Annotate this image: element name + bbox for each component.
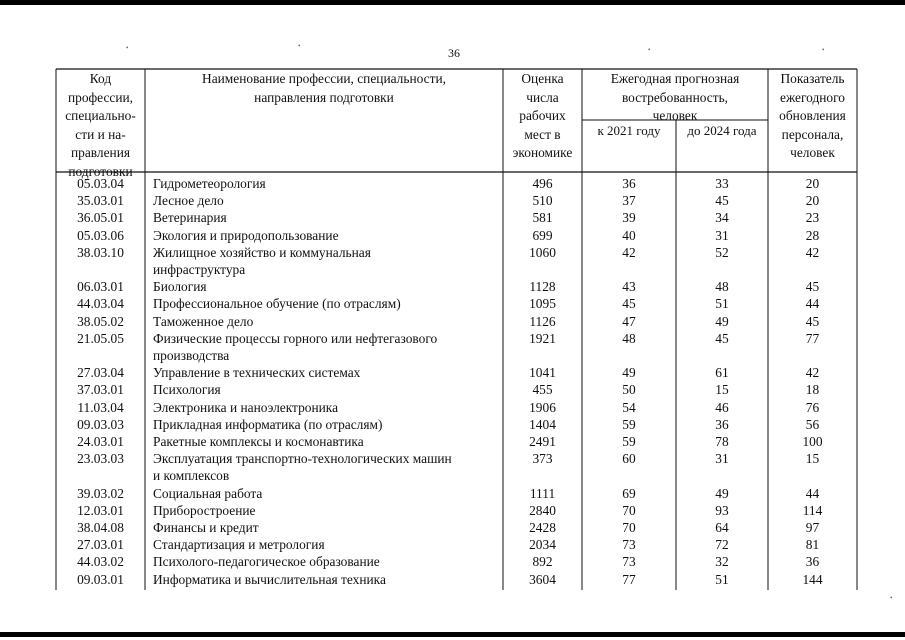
cell-renewal: 18	[805, 382, 820, 398]
cell-demand-2024: 31	[715, 227, 729, 243]
cell-renewal: 44	[805, 485, 820, 501]
cell-demand-2024: 45	[715, 330, 729, 346]
header-name-line: направления подготовки	[254, 89, 394, 105]
cell-demand-2024: 33	[715, 176, 729, 191]
cell-name-line: Психология	[153, 382, 221, 398]
cell-name	[153, 227, 503, 244]
cell-demand-2024: 51	[715, 296, 729, 312]
scan-speck: •	[822, 46, 825, 54]
header-renewal-line: Показатель	[780, 71, 845, 86]
cell-demand-2021: 40	[622, 227, 636, 243]
cell-name-line: Прикладная информатика (по отраслям)	[153, 416, 383, 432]
cell-jobs: 1060	[529, 244, 556, 260]
cell-name	[153, 313, 503, 330]
cell-jobs: 581	[532, 210, 553, 226]
cell-renewal: 45	[805, 279, 820, 295]
cell-jobs: 455	[532, 382, 553, 398]
header-jobs-line: Оценка	[521, 71, 564, 86]
cell-code: 38.03.10	[77, 244, 124, 260]
cell-demand-2024: 46	[715, 399, 729, 415]
cell-demand-2024: 48	[715, 279, 729, 295]
cell-name	[153, 175, 503, 192]
cell-name	[153, 553, 503, 570]
cell-renewal: 20	[805, 193, 820, 209]
header-jobs-line: мест в	[524, 126, 561, 142]
cell-demand-2021: 45	[622, 296, 636, 312]
cell-demand-2021: 70	[622, 502, 636, 518]
cell-renewal: 81	[805, 537, 820, 553]
cell-name	[153, 209, 503, 226]
scan-speck: •	[890, 594, 893, 602]
cell-name	[153, 433, 503, 450]
cell-name-line: Биология	[153, 279, 207, 295]
cell-demand-2024: 51	[715, 571, 729, 587]
cell-demand-2021: 73	[622, 554, 636, 570]
cell-jobs: 1921	[529, 330, 556, 346]
cell-name	[153, 192, 503, 209]
header-jobs	[503, 70, 582, 163]
cell-demand-2021: 60	[622, 451, 636, 467]
cell-code: 35.03.01	[77, 193, 124, 209]
cell-name	[153, 295, 503, 312]
header-jobs-line: числа	[526, 89, 559, 105]
header-demand-line: человек	[652, 108, 698, 123]
cell-demand-2024: 36	[715, 416, 729, 432]
cell-code: 27.03.01	[77, 537, 124, 553]
cell-renewal: 23	[805, 210, 820, 226]
cell-name-line: инфраструктура	[153, 261, 246, 277]
cell-renewal: 42	[805, 365, 820, 381]
cell-name	[153, 485, 503, 502]
cell-code: 38.05.02	[77, 313, 124, 329]
cell-code: 38.04.08	[77, 520, 124, 535]
cell-demand-2021: 59	[622, 416, 636, 432]
header-code-line: специально-	[65, 108, 136, 123]
cell-name	[153, 364, 503, 381]
cell-demand-2024: 64	[715, 520, 729, 535]
cell-renewal: 144	[802, 571, 823, 587]
cell-renewal: 36	[805, 554, 820, 570]
header-demand-line: Ежегодная прогнозная	[610, 71, 740, 86]
cell-jobs: 373	[532, 451, 553, 467]
cell-demand-2024: 78	[715, 434, 729, 449]
cell-name-line: Ветеринария	[153, 210, 227, 226]
cell-demand-2024: 15	[715, 382, 729, 398]
cell-demand-2021: 69	[622, 485, 636, 501]
header-code-line: Код	[89, 71, 112, 86]
cell-renewal: 114	[802, 502, 823, 518]
header-renewal	[768, 70, 857, 163]
cell-code: 05.03.04	[77, 176, 124, 191]
cell-demand-2021: 49	[622, 365, 636, 381]
cell-name	[153, 244, 503, 278]
cell-name-line: Социальная работа	[153, 485, 263, 501]
cell-demand-2021: 42	[622, 244, 636, 260]
cell-code: 09.03.03	[77, 416, 124, 432]
scan-speck: •	[648, 46, 651, 54]
cell-demand-2024: 49	[715, 313, 729, 329]
cell-name-line: производства	[153, 347, 230, 363]
cell-renewal: 76	[805, 399, 820, 415]
cell-code: 21.05.05	[77, 330, 124, 346]
cell-code: 44.03.04	[77, 296, 124, 312]
cell-code: 39.03.02	[77, 485, 124, 501]
cell-demand-2024: 52	[715, 244, 729, 260]
cell-demand-2021: 39	[622, 210, 636, 226]
cell-name-line: Финансы и кредит	[153, 520, 259, 535]
cell-demand-2021: 73	[622, 537, 636, 553]
cell-jobs: 1111	[529, 485, 556, 501]
cell-jobs: 2840	[529, 502, 556, 518]
cell-name-line: Гидрометеорология	[153, 176, 266, 191]
cell-demand-2021: 59	[622, 434, 636, 449]
cell-name	[153, 571, 503, 588]
cell-code: 12.03.01	[77, 502, 124, 518]
cell-renewal: 45	[805, 313, 820, 329]
cell-name-line: Таможенное дело	[153, 313, 254, 329]
cell-renewal: 56	[805, 416, 820, 432]
cell-code: 06.03.01	[77, 279, 124, 295]
cell-jobs: 699	[532, 227, 553, 243]
cell-renewal: 77	[805, 330, 820, 346]
header-code	[56, 70, 145, 181]
cell-name	[153, 381, 503, 398]
header-jobs-line: экономике	[512, 145, 573, 160]
cell-jobs: 1126	[529, 313, 556, 329]
header-code-line: подготовки	[68, 163, 133, 179]
cell-jobs: 2491	[529, 434, 556, 449]
cell-demand-2024: 49	[715, 485, 729, 501]
cell-jobs: 3604	[529, 571, 556, 587]
cell-demand-2024: 45	[715, 193, 729, 209]
cell-demand-2024: 34	[715, 210, 729, 226]
cell-demand-2024: 31	[715, 451, 729, 467]
header-renewal-line: ежегодного	[780, 89, 845, 105]
cell-name-line: и комплексов	[153, 468, 230, 484]
cell-jobs: 892	[532, 554, 553, 570]
header-code-line: профессии,	[67, 89, 134, 105]
cell-name-line: Профессиональное обучение (по отраслям)	[153, 296, 401, 312]
cell-demand-2021: 54	[622, 399, 636, 415]
header-code-line: правления	[70, 145, 131, 160]
cell-name	[153, 536, 503, 553]
cell-name-line: Электроника и наноэлектроника	[153, 399, 339, 415]
cell-demand-2024: 72	[715, 537, 729, 553]
cell-renewal: 44	[805, 296, 820, 312]
cell-demand-2021: 43	[622, 279, 636, 295]
cell-name-line: Управление в технических системах	[153, 365, 361, 381]
header-demand-line: востребованность,	[621, 89, 729, 105]
header-renewal-line: персонала,	[781, 126, 844, 142]
cell-demand-2021: 70	[622, 520, 636, 535]
cell-renewal: 28	[805, 227, 820, 243]
cell-jobs: 1095	[529, 296, 556, 312]
cell-demand-2021: 48	[622, 330, 636, 346]
cell-jobs: 1404	[529, 416, 556, 432]
cell-renewal: 15	[805, 451, 820, 467]
cell-name	[153, 502, 503, 519]
cell-code: 27.03.04	[77, 365, 124, 381]
cell-name-line: Эксплуатация транспортно-технологических машин	[153, 451, 452, 467]
scan-speck: •	[126, 44, 129, 52]
cell-code: 11.03.04	[77, 399, 124, 415]
cell-jobs: 496	[532, 176, 553, 191]
header-demand-2024: до 2024 года	[687, 123, 757, 138]
header-renewal-line: человек	[790, 145, 835, 160]
cell-renewal: 97	[805, 520, 820, 535]
cell-jobs: 2034	[529, 537, 556, 553]
header-renewal-line: обновления	[779, 108, 846, 123]
header-demand	[582, 70, 768, 126]
cell-code: 09.03.01	[77, 571, 124, 587]
cell-name	[153, 519, 503, 536]
cell-name	[153, 450, 503, 484]
cell-name-line: Информатика и вычислительная техника	[153, 571, 386, 587]
cell-code: 37.03.01	[77, 382, 124, 398]
cell-jobs: 1128	[529, 279, 556, 295]
cell-name-line: Приборостроение	[153, 502, 256, 518]
cell-name-line: Жилищное хозяйство и коммунальная	[153, 244, 371, 260]
cell-name-line: Стандартизация и метрология	[153, 537, 325, 553]
cell-jobs: 1041	[529, 365, 556, 381]
cell-name	[153, 278, 503, 295]
cell-name	[153, 399, 503, 416]
cell-demand-2024: 61	[715, 365, 729, 381]
cell-name	[153, 416, 503, 433]
cell-demand-2021: 47	[622, 313, 636, 329]
header-name-line: Наименование профессии, специальности,	[202, 71, 446, 86]
cell-demand-2021: 36	[622, 176, 636, 191]
header-jobs-line: рабочих	[519, 108, 566, 123]
header-code-line: сти и на-	[75, 126, 126, 142]
page-number: 36	[448, 46, 460, 60]
cell-code: 24.03.01	[77, 434, 124, 449]
cell-name-line: Психолого-педагогическое образование	[153, 554, 380, 570]
cell-name-line: Экология и природопользование	[153, 227, 339, 243]
cell-name	[153, 330, 503, 364]
cell-demand-2021: 77	[622, 571, 636, 587]
cell-code: 44.03.02	[77, 554, 124, 570]
cell-demand-2024: 32	[715, 554, 729, 570]
cell-renewal: 100	[802, 434, 823, 449]
cell-code: 23.03.03	[77, 451, 124, 467]
cell-demand-2021: 50	[622, 382, 636, 398]
cell-code: 05.03.06	[77, 227, 124, 243]
header-name	[145, 70, 503, 107]
cell-jobs: 1906	[529, 399, 556, 415]
cell-name-line: Ракетные комплексы и космонавтика	[153, 434, 364, 449]
cell-renewal: 20	[805, 176, 820, 191]
cell-demand-2021: 37	[622, 193, 636, 209]
cell-demand-2024: 93	[715, 502, 729, 518]
cell-jobs: 2428	[529, 520, 556, 535]
cell-renewal: 42	[805, 244, 820, 260]
header-demand-2021: к 2021 году	[597, 123, 661, 138]
cell-code: 36.05.01	[77, 210, 124, 226]
cell-jobs: 510	[532, 193, 553, 209]
scan-speck: •	[298, 42, 301, 50]
cell-name-line: Лесное дело	[153, 193, 224, 209]
cell-name-line: Физические процессы горного или нефтегазового	[153, 330, 438, 346]
